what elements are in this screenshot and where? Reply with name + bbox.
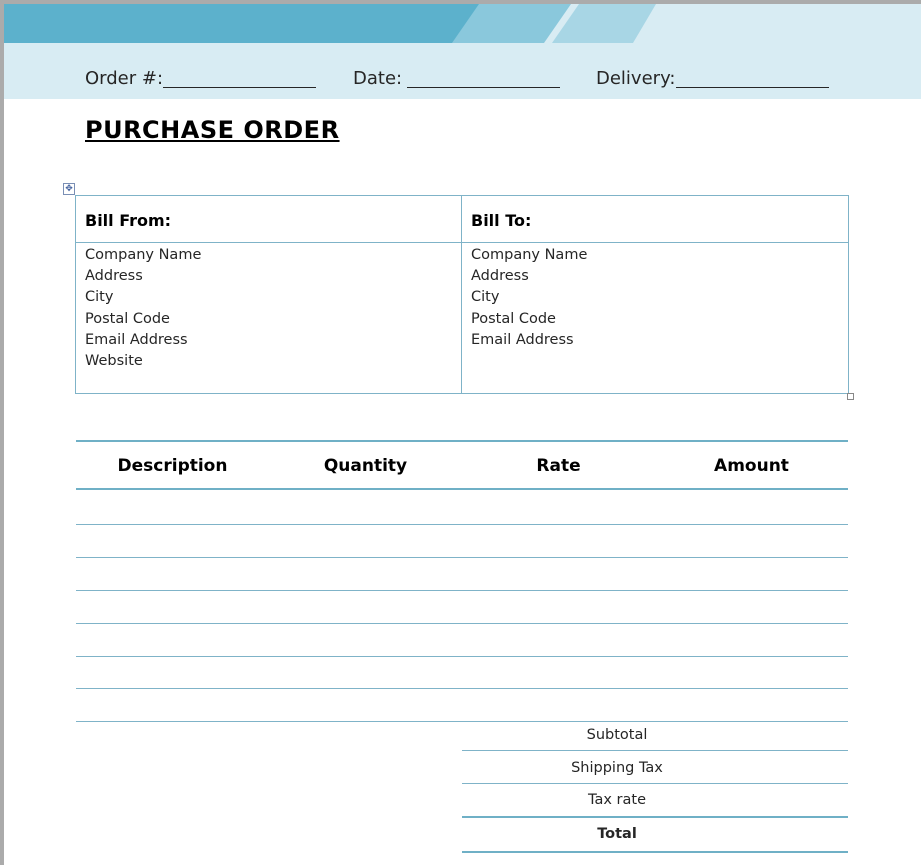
bill-from-city: City bbox=[85, 289, 114, 306]
column-header-description: Description bbox=[117, 456, 228, 476]
order-number-label: Order #: bbox=[85, 68, 164, 89]
table-row[interactable] bbox=[76, 656, 848, 657]
bill-from-email: Email Address bbox=[85, 331, 188, 348]
bill-to-company: Company Name bbox=[471, 247, 588, 263]
bill-to-header bbox=[462, 196, 848, 243]
bill-to-postal: Postal Code bbox=[471, 310, 556, 327]
date-field[interactable] bbox=[407, 87, 560, 88]
table-row[interactable] bbox=[76, 721, 848, 722]
delivery-field[interactable] bbox=[676, 87, 829, 88]
subtotal-label: Subtotal bbox=[586, 727, 648, 743]
document-page bbox=[4, 4, 921, 865]
table-row[interactable] bbox=[76, 557, 848, 558]
items-header-rule bbox=[76, 488, 848, 490]
bill-from-lines bbox=[85, 245, 201, 372]
shipping-tax-label: Shipping Tax bbox=[571, 760, 663, 776]
table-row[interactable] bbox=[76, 590, 848, 591]
bill-from-postal: Postal Code bbox=[85, 310, 170, 327]
table-row[interactable] bbox=[76, 688, 848, 689]
delivery-label: Delivery: bbox=[596, 68, 676, 89]
bill-to-lines bbox=[471, 245, 587, 351]
bill-to-email: Email Address bbox=[471, 331, 574, 348]
bill-from-header bbox=[76, 196, 461, 243]
page-title: PURCHASE ORDER bbox=[85, 116, 340, 144]
bill-from-address: Address bbox=[85, 268, 143, 285]
column-header-amount: Amount bbox=[714, 456, 789, 476]
tax-rate-rule bbox=[462, 816, 848, 818]
bill-from-website: Website bbox=[85, 353, 143, 370]
table-resize-handle[interactable] bbox=[847, 393, 854, 400]
total-label: Total bbox=[597, 826, 637, 842]
tax-rate-label: Tax rate bbox=[588, 792, 646, 808]
bill-to-city: City bbox=[471, 289, 500, 306]
table-move-handle-icon[interactable]: ✥ bbox=[63, 183, 75, 195]
bill-table bbox=[75, 195, 849, 394]
bill-from-column bbox=[76, 196, 461, 393]
items-header-row bbox=[76, 442, 848, 488]
date-label: Date: bbox=[353, 68, 403, 89]
column-header-quantity: Quantity bbox=[323, 456, 408, 476]
table-row[interactable] bbox=[76, 623, 848, 624]
total-rule bbox=[462, 851, 848, 853]
subtotal-rule bbox=[462, 750, 848, 751]
bill-from-heading: Bill From: bbox=[85, 211, 172, 230]
bill-from-company: Company Name bbox=[85, 247, 202, 263]
bill-to-address: Address bbox=[471, 268, 529, 285]
column-header-rate: Rate bbox=[536, 456, 581, 476]
order-number-field[interactable] bbox=[163, 87, 316, 88]
table-row[interactable] bbox=[76, 524, 848, 525]
bill-to-heading: Bill To: bbox=[471, 211, 532, 230]
bill-to-column bbox=[461, 196, 848, 393]
shipping-tax-rule bbox=[462, 783, 848, 784]
